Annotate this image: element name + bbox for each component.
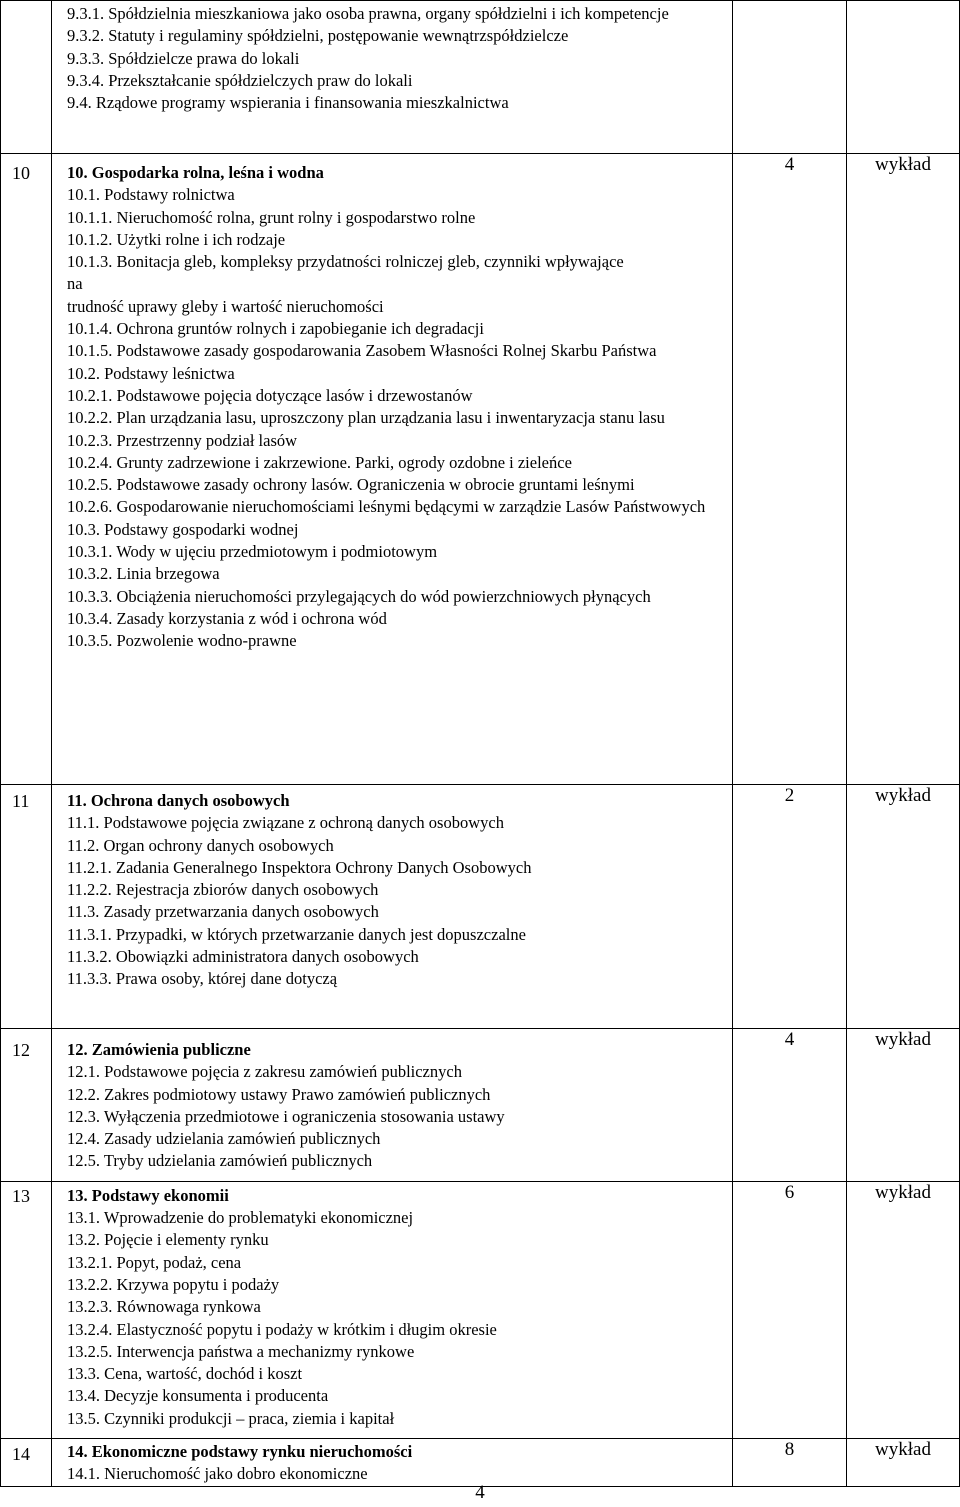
- topic-line: 13.2.3. Równowaga rynkowa: [67, 1297, 261, 1317]
- topic-line: 10.2.2. Plan urządzania lasu, uproszczony plan urządzania lasu i inwentaryzacja stanu lasu: [67, 408, 665, 428]
- section-title: 11. Ochrona danych osobowych: [67, 791, 290, 810]
- topic-line: 10.3. Podstawy gospodarki wodnej: [67, 519, 299, 539]
- table-row: [1, 154, 960, 785]
- topic-line: 9.3.4. Przekształcanie spółdzielczych praw do lokali: [67, 70, 413, 90]
- topic-line: 13.1. Wprowadzenie do problematyki ekonomicznej: [67, 1208, 414, 1228]
- table-row: [1, 1, 960, 154]
- hours-cell: 4: [733, 154, 847, 785]
- hours-cell: 8: [733, 1439, 847, 1487]
- topic-line: 10.2.6. Gospodarowanie nieruchomościami leśnymi będącymi w zarządzie Lasów Państwowych: [67, 497, 706, 517]
- topics-cell: [52, 1, 733, 154]
- hours-cell: 4: [733, 1029, 847, 1182]
- topic-line: na: [67, 274, 83, 294]
- row-number-cell: [1, 1181, 52, 1438]
- topic-line: 9.3.2. Statuty i regulaminy spółdzielni, postępowanie wewnątrzspółdzielcze: [67, 26, 569, 46]
- row-number: 12: [12, 1040, 30, 1060]
- hours-cell: 6: [733, 1181, 847, 1438]
- topic-line: 11.2. Organ ochrony danych osobowych: [67, 835, 334, 855]
- topic-line: trudność uprawy gleby i wartość nieruchomości: [67, 296, 384, 316]
- row-number-cell: [1, 785, 52, 1029]
- topics-cell: [52, 154, 733, 785]
- row-number: 13: [12, 1185, 30, 1206]
- topic-line: 10.3.1. Wody w ujęciu przedmiotowym i podmiotowym: [67, 542, 438, 562]
- topic-line: 11.3.1. Przypadki, w których przetwarzanie danych jest dopuszczalne: [67, 924, 526, 944]
- topic-line: 10.3.2. Linia brzegowa: [67, 564, 220, 584]
- table-row: [1, 1181, 960, 1438]
- topic-line: 13.2.1. Popyt, podaż, cena: [67, 1252, 242, 1272]
- hours-cell: [733, 1, 847, 154]
- form-cell: wykład: [847, 154, 960, 785]
- topic-line: 10.2.4. Grunty zadrzewione i zakrzewione. Parki, ogrody ozdobne i zieleńce: [67, 452, 572, 472]
- row-number-cell: [1, 1029, 52, 1182]
- topic-line: 10.1.1. Nieruchomość rolna, grunt rolny i gospodarstwo rolne: [67, 207, 476, 227]
- form-cell: wykład: [847, 1439, 960, 1487]
- topic-line: 13.4. Decyzje konsumenta i producenta: [67, 1386, 329, 1406]
- topic-line: 13.2. Pojęcie i elementy rynku: [67, 1230, 269, 1250]
- topic-line: 10.1.2. Użytki rolne i ich rodzaje: [67, 229, 286, 249]
- table-row: [1, 1029, 960, 1182]
- topic-line: 12.3. Wyłączenia przedmiotowe i ograniczenia stosowania ustawy: [67, 1106, 505, 1126]
- page-number: 4: [475, 1482, 485, 1503]
- topic-line: 10.1.4. Ochrona gruntów rolnych i zapobieganie ich degradacji: [67, 319, 484, 339]
- topic-line: 10.2.5. Podstawowe zasady ochrony lasów. Ograniczenia w obrocie gruntami leśnymi: [67, 475, 635, 495]
- topic-line: 12.5. Tryby udzielania zamówień publicznych: [67, 1151, 373, 1171]
- row-number-cell: [1, 1, 52, 154]
- topics-cell: [52, 785, 733, 1029]
- row-number: 11: [12, 791, 30, 811]
- table-row: [1, 785, 960, 1029]
- topic-line: 10.1.5. Podstawowe zasady gospodarowania Zasobem Własności Rolnej Skarbu Państwa: [67, 341, 657, 361]
- topics-cell: [52, 1029, 733, 1182]
- topic-line: 10.3.3. Obciążenia nieruchomości przylegających do wód powierzchniowych płynących: [67, 586, 651, 606]
- topic-line: 12.4. Zasady udzielania zamówień publicznych: [67, 1129, 381, 1149]
- topic-line: 11.3.3. Prawa osoby, której dane dotyczą: [67, 969, 338, 989]
- topic-line: 13.3. Cena, wartość, dochód i koszt: [67, 1364, 303, 1384]
- form-cell: wykład: [847, 1181, 960, 1438]
- topic-line: 9.3.3. Spółdzielcze prawa do lokali: [67, 48, 300, 68]
- topic-line: 12.2. Zakres podmiotowy ustawy Prawo zamówień publicznych: [67, 1084, 491, 1104]
- topic-line: 11.3.2. Obowiązki administratora danych osobowych: [67, 947, 419, 967]
- topic-line: 13.2.5. Interwencja państwa a mechanizmy rynkowe: [67, 1341, 415, 1361]
- topic-line: 14.1. Nieruchomość jako dobro ekonomiczne: [67, 1464, 368, 1484]
- section-title: 14. Ekonomiczne podstawy rynku nieruchomości: [67, 1442, 413, 1462]
- row-number: 14: [12, 1444, 30, 1465]
- topic-line: 9.3.1. Spółdzielnia mieszkaniowa jako osoba prawna, organy spółdzielni i ich kompetencje: [67, 4, 669, 23]
- topic-line: 11.3. Zasady przetwarzania danych osobowych: [67, 902, 379, 922]
- topic-line: 10.2.1. Podstawowe pojęcia dotyczące lasów i drzewostanów: [67, 385, 473, 405]
- topics-cell: [52, 1181, 733, 1438]
- section-title: 13. Podstawy ekonomii: [67, 1185, 229, 1205]
- topic-line: 10.3.4. Zasady korzystania z wód i ochrona wód: [67, 608, 387, 628]
- row-number: 10: [12, 163, 30, 183]
- row-number-cell: [1, 154, 52, 785]
- topic-line: 10.2.3. Przestrzenny podział lasów: [67, 430, 298, 450]
- topic-line: 10.2. Podstawy leśnictwa: [67, 363, 235, 383]
- topic-line: 11.1. Podstawowe pojęcia związane z ochroną danych osobowych: [67, 813, 504, 833]
- topic-line: 10.3.5. Pozwolenie wodno-prawne: [67, 631, 297, 651]
- form-cell: wykład: [847, 1029, 960, 1182]
- topic-line: 13.2.2. Krzywa popytu i podaży: [67, 1274, 280, 1294]
- topic-line: 9.4. Rządowe programy wspierania i finansowania mieszkalnictwa: [67, 93, 509, 113]
- form-cell: [847, 1, 960, 154]
- topic-line: 11.2.2. Rejestracja zbiorów danych osobowych: [67, 880, 379, 900]
- topics-cell: [52, 1439, 733, 1487]
- topic-line: 10.1. Podstawy rolnictwa: [67, 185, 235, 205]
- hours-cell: 2: [733, 785, 847, 1029]
- topic-line: 10.1.3. Bonitacja gleb, kompleksy przydatności rolniczej gleb, czynniki wpływające: [67, 252, 624, 272]
- row-number-cell: [1, 1439, 52, 1487]
- topic-line: 13.5. Czynniki produkcji – praca, ziemia i kapitał: [67, 1408, 395, 1428]
- topic-line: 11.2.1. Zadania Generalnego Inspektora Ochrony Danych Osobowych: [67, 857, 532, 877]
- section-title: 10. Gospodarka rolna, leśna i wodna: [67, 163, 324, 182]
- topic-line: 13.2.4. Elastyczność popytu i podaży w krótkim i długim okresie: [67, 1319, 497, 1339]
- topic-line: 12.1. Podstawowe pojęcia z zakresu zamówień publicznych: [67, 1062, 462, 1082]
- table-row: [1, 1439, 960, 1487]
- section-title: 12. Zamówienia publiczne: [67, 1040, 251, 1059]
- form-cell: wykład: [847, 785, 960, 1029]
